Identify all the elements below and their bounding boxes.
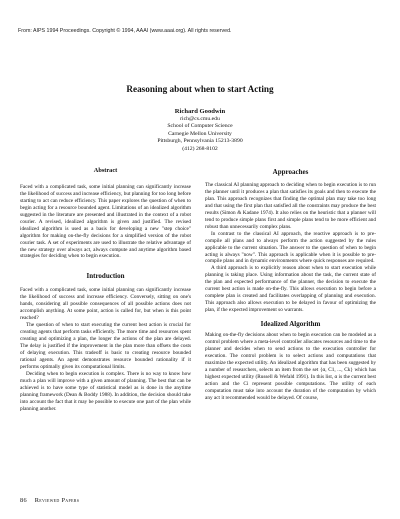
idealized-algorithm-heading: Idealized Algorithm — [260, 320, 321, 329]
author-address: Pittsburgh, Pennsylvania 15213-3890 — [157, 138, 243, 145]
intro-paragraph-1: Faced with a complicated task, some initial planning can significantly increase the likelihood of success and increase efficiency. Conversely, sitting on one's hands, considering all possible consequences of all possible actions does not accomplish anything. At some point, action is called for, but when is this point reached? — [20, 287, 191, 322]
author-email: rich@cs.cmu.edu — [180, 116, 220, 122]
approaches-heading: Approaches — [272, 168, 309, 176]
left-column — [20, 168, 191, 413]
idealized-paragraph-1: Making on-the-fly decisions about when to begin execution can be modeled as a control problem where a meta-level controller allocates resources and time to the planner and decides when to send actions to the execution controller for execution. The control problem is to select actions and computations that maximize the expected utility. An idealized algorithm that has been suggested by a number of researchers, selects an item from the set {α, C1, ..., Ck} which has highest expected utility (Russell & Wefald 1991). In this list, α is the current best action and the Ci represent possible computations. The utility of each computation must take into account the duration of the computation by which any act it recommended would be delayed. Of course, — [205, 332, 376, 401]
introduction-heading: Introduction — [86, 272, 125, 281]
page-number: 86 — [20, 497, 27, 504]
page-footer — [20, 497, 79, 504]
approaches-paragraph-3: A third approach is to explicitly reason about when to start execution while planning is taking place. Using information about the task, the current state of the plan and expected performance of the planner, the decision to execute the current best action is made on-the-fly. This allows execution to begin before a complete plan is created and facilitates overlapping of planning and execution. This approach also allows execution to be delayed in favour of optimizing the plan, if the expected improvement so warrants. — [205, 265, 376, 314]
right-column — [205, 168, 376, 402]
abstract-text: Faced with a complicated task, some initial planning can significantly increase the likelihood of success and increase efficiency, but planning for too long before starting to act can reduce efficiency. This paper explores the question of when to begin acting for a resource bounded agent. Limitations of an idealized algorithm suggested in the literature are presented and illustrated in the context of a robot courier. A revised, idealized algorithm is given and justified. The revised idealized algorithm is used as a basis for developing a new "step choice" algorithm for making on-the-fly decisions for a simplified version of the robot courier task. A set of experiments are used to illustrate the relative advantage of the new strategy over always act, always compute and anytime algorithm based strategies for deciding when to begin execution. — [20, 183, 191, 260]
abstract-heading: Abstract — [93, 167, 118, 174]
intro-paragraph-3: Deciding when to begin execution is complex. There is no way to know how much a plan will improve with a given amount of planning. The best that can be achieved is to have some type of statistical model as is done in the anytime planning framework (Dean & Boddy 1988). In addition, the decision should take into account the fact that it may be possible to execute one part of the plan while planning another. — [20, 370, 191, 412]
author-department: School of Computer Science — [167, 123, 233, 130]
approaches-paragraph-2: In contrast to the classical AI approach, the reactive approach is to pre-compile all plans and to always perform the action suggested by the rules applicable to the current situation. The answer to the question of when to begin acting is always "now". This approach is applicable when it is possible to pre-compile plans and in dynamic environments where quick responses are required. — [205, 230, 376, 265]
intro-paragraph-2: The question of when to start executing the current best action is crucial for creating agents that perform tasks efficiently. The more time and resources spent creating and optimizing a plan, the longer the actions of the plan are delayed. The delay is justified if the improvement in the plan more than offsets the costs of delaying execution. This tradeoff is basic to creating resource bounded rational agents. An agent demonstrates resource bounded rationality if it performs optimally given its computational limits. — [20, 322, 191, 370]
copyright-line: From: AIPS 1994 Proceedings. Copyright © 1994, AAAI (www.aaai.org). All rights reserved. — [18, 28, 232, 34]
approaches-paragraph-1: The classical AI planning approach to deciding when to begin execution is to run the planner until it produces a plan that satisfies its goals and then to execute the plan. This approach recognizes that finding the optimal plan may take too long and that using the first plan that satisfied all the constraints may produce the best results (Simon & Kadane 1974). It also relies on the heuristic that a planner will tend to produce simple plans first and simple plans tend to be more efficient and robust than unnecessarily complex plans. — [205, 182, 376, 230]
author-name: Richard Goodwin — [174, 108, 226, 115]
author-phone: (412) 268-8102 — [182, 145, 218, 152]
paper-title: Reasoning about when to start Acting — [126, 84, 274, 94]
venue-label: Reviewed Papers — [34, 497, 80, 504]
author-university: Carnegie Mellon University — [168, 130, 232, 137]
author-block — [0, 108, 400, 153]
